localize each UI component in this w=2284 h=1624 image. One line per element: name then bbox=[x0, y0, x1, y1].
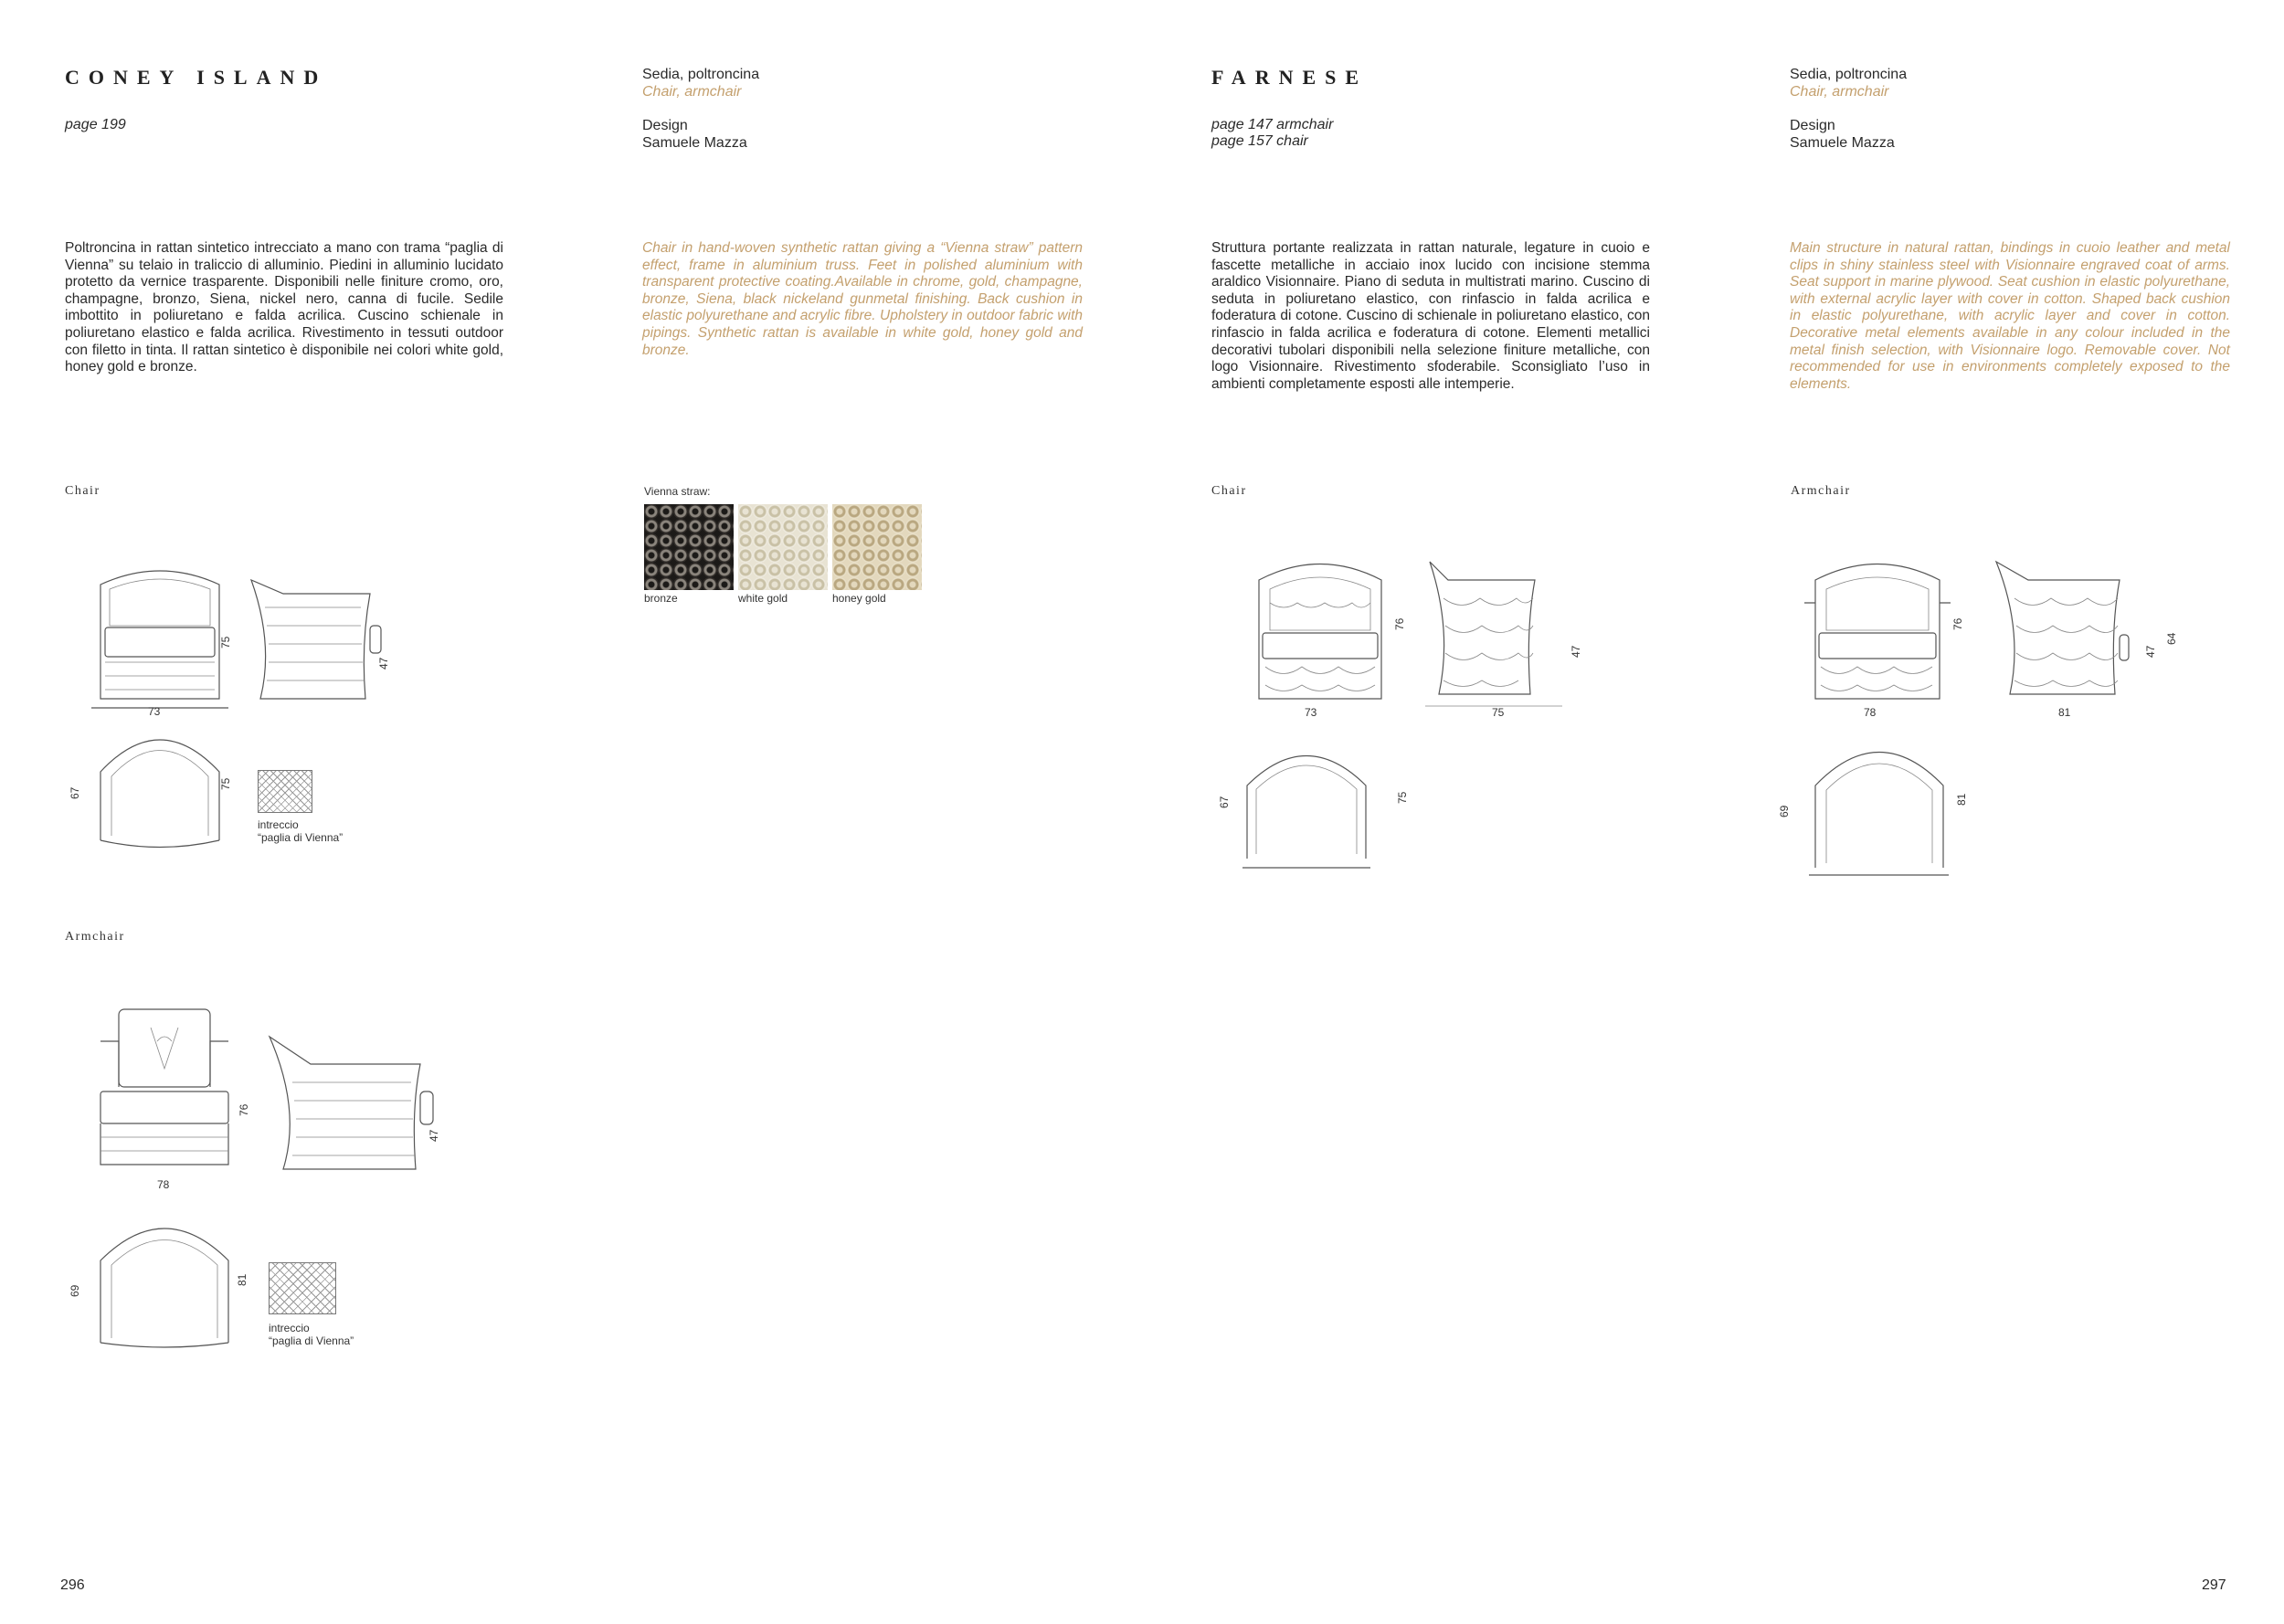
product-type-en: Chair, armchair bbox=[642, 84, 742, 100]
chair-dim-width: 73 bbox=[148, 705, 161, 718]
farnese-armchair-dim-seat: 47 bbox=[2144, 645, 2157, 658]
chair-dim-seat: 47 bbox=[377, 657, 390, 670]
swatch-label-honey-gold: honey gold bbox=[832, 592, 886, 605]
farnese-chair-front-drawing bbox=[1252, 553, 1389, 708]
farnese-chair-dim-depth: 67 bbox=[1218, 796, 1231, 808]
chair-dim-depth: 67 bbox=[69, 786, 81, 799]
farnese-chair-dim-seat: 47 bbox=[1570, 645, 1582, 658]
armchair-section-label-right: Armchair bbox=[1791, 484, 1851, 498]
armchair-dim-height: 76 bbox=[238, 1103, 250, 1116]
page-number-left: 296 bbox=[60, 1577, 85, 1593]
weave-sample bbox=[258, 770, 312, 813]
armchair-top-drawing bbox=[91, 1206, 238, 1352]
designer-name-right: Samuele Mazza bbox=[1790, 135, 1895, 151]
chair-top-drawing bbox=[91, 717, 238, 849]
description-en-right: Main structure in natural rattan, bindings in cuoio leather and metal clips in shiny stainless steel with Visionnaire engraved coat of arms. Seat support in marine plywood. Seat cushion in elastic polyurethane, with external acrylic layer with cover in cotton. Shaped back cushion in elastic polyurethane, with acrylic layer and cover in cotton. Decorative metal elements available in any colour included in the metal finish selection, with Visionnaire logo. Removable cover. Not recommended for use in environments completely exposed to the elements. bbox=[1790, 240, 2230, 392]
chair-dim-depth-h: 75 bbox=[219, 777, 232, 790]
chair-dim-height: 75 bbox=[219, 636, 232, 649]
product-title: CONEY ISLAND bbox=[65, 66, 328, 89]
weave-sample-armchair bbox=[269, 1262, 336, 1314]
page-reference-1: page 147 armchair bbox=[1211, 117, 1334, 132]
swatch-honey-gold bbox=[832, 504, 922, 590]
farnese-armchair-dim-depth: 69 bbox=[1778, 805, 1791, 817]
farnese-chair-top-drawing bbox=[1238, 731, 1375, 877]
design-label: Design bbox=[642, 118, 688, 133]
chair-front-drawing bbox=[91, 562, 238, 712]
farnese-armchair-dim-arm: 64 bbox=[2165, 632, 2178, 645]
swatch-bronze bbox=[644, 504, 734, 590]
farnese-armchair-dim-depth-h: 81 bbox=[1955, 793, 1968, 806]
weave-caption-armchair-2: “paglia di Vienna” bbox=[269, 1334, 354, 1347]
weave-caption-armchair-1: intreccio bbox=[269, 1322, 310, 1334]
product-type: Sedia, poltroncina bbox=[642, 67, 760, 82]
armchair-dim-width: 78 bbox=[157, 1178, 170, 1191]
page-reference-2: page 157 chair bbox=[1211, 133, 1308, 149]
designer-name: Samuele Mazza bbox=[642, 135, 747, 151]
description-it-right: Struttura portante realizzata in rattan naturale, legature in cuoio e fascette metalliche in acciaio inox lucido con incisione stemma araldico Visionnaire. Piano di seduta in multistrati marino. Cuscino di seduta in poliuretano elastico, con rinfascio in falda acrilica e foderatura di cotone. Cuscino di schienale in poliuretano elastico, con rinfascio in falda acrilica e foderatura di cotone. Elementi metallici decorativi tubolari disponibili nella selezione finiture metalliche, con logo Visionnaire. Rivestimento sfoderabile. Sconsigliato l’uso in ambienti completamente esposti alle intemperie. bbox=[1211, 240, 1650, 392]
farnese-armchair-front-drawing bbox=[1804, 553, 1951, 708]
chair-section-label-right: Chair bbox=[1211, 484, 1247, 498]
description-en: Chair in hand-woven synthetic rattan giving a “Vienna straw” pattern effect, frame in aluminium truss. Feet in polished aluminium with transparent protective coating.Available in chrome, gold, champagne, bronze, Siena, black nickeland gunmetal finishing. Back cushion in elastic polyurethane and acrylic fibre. Upholstery in outdoor fabric with pipings. Synthetic rattan is available in white gold, honey gold and bronze. bbox=[642, 240, 1083, 358]
farnese-chair-dim-width: 73 bbox=[1305, 706, 1317, 719]
page-number-right: 297 bbox=[2202, 1577, 2226, 1593]
product-title-right: FARNESE bbox=[1211, 66, 1369, 89]
swatch-label-white-gold: white gold bbox=[738, 592, 788, 605]
armchair-dim-seat: 47 bbox=[428, 1129, 440, 1142]
armchair-dim-depth: 69 bbox=[69, 1284, 81, 1297]
description-it: Poltroncina in rattan sintetico intrecciato a mano con trama “paglia di Vienna” su telaio in traliccio di alluminio. Piedini in alluminio lucidato protetto da vernice trasparente. Disponibili nelle finiture cromo, oro, champagne, bronzo, Siena, nickel nero, canna di fucile. Sedile imbottito in poliuretano e falda acrilica. Cuscino schienale in poliuretano elastico e falda acrilica. Rivestimento in tessuti outdoor con filetto in tinta. Il rattan sintetico è disponibile nei colori white gold, honey gold e bronze. bbox=[65, 240, 503, 375]
swatches-title: Vienna straw: bbox=[644, 485, 711, 498]
farnese-armchair-dim-width: 78 bbox=[1864, 706, 1877, 719]
armchair-side-drawing bbox=[265, 1009, 448, 1174]
chair-section-label: Chair bbox=[65, 484, 100, 498]
farnese-chair-dim-side: 75 bbox=[1492, 706, 1505, 719]
farnese-armchair-side-drawing bbox=[1992, 557, 2156, 703]
swatch-white-gold bbox=[738, 504, 828, 590]
product-type-right: Sedia, poltroncina bbox=[1790, 67, 1908, 82]
farnese-armchair-dim-side: 81 bbox=[2058, 706, 2071, 719]
design-label-right: Design bbox=[1790, 118, 1835, 133]
swatch-label-bronze: bronze bbox=[644, 592, 678, 605]
armchair-front-drawing bbox=[91, 1005, 238, 1169]
weave-caption-2: “paglia di Vienna” bbox=[258, 831, 344, 844]
armchair-section-label: Armchair bbox=[65, 930, 125, 944]
farnese-armchair-dim-height: 76 bbox=[1951, 617, 1964, 630]
farnese-chair-side-drawing bbox=[1425, 557, 1576, 703]
farnese-armchair-top-drawing bbox=[1804, 726, 1955, 881]
page-reference: page 199 bbox=[65, 117, 126, 132]
weave-caption-1: intreccio bbox=[258, 818, 299, 831]
product-type-en-right: Chair, armchair bbox=[1790, 84, 1889, 100]
farnese-chair-dim-height: 76 bbox=[1393, 617, 1406, 630]
farnese-chair-dim-depth-h: 75 bbox=[1396, 791, 1409, 804]
chair-side-drawing bbox=[247, 571, 393, 708]
armchair-dim-depth-h: 81 bbox=[236, 1273, 248, 1286]
